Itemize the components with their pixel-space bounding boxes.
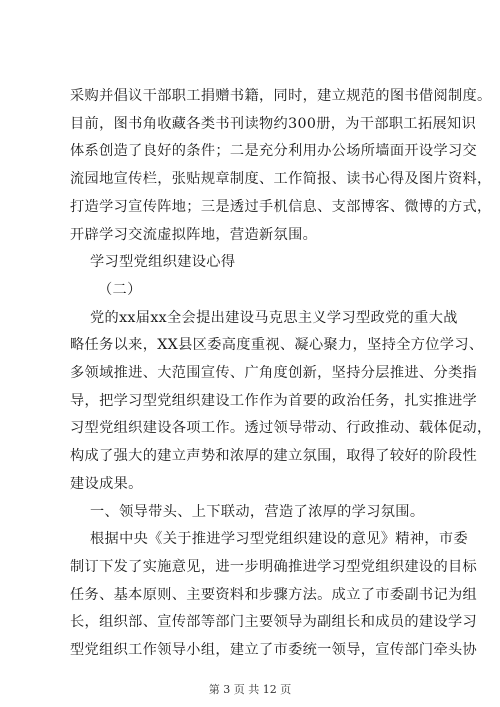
body-line: 开辟学习交流虚拟阵地，营造新氛围。 (70, 226, 318, 243)
body-line: 党的xx届xx全会提出建设马克思主义学习型政党的重大战 (90, 309, 458, 326)
body-line: 流园地宣传栏，张贴规章制度、工作简报、读书心得及图片资料， (70, 171, 492, 188)
body-line: 建设成果。 (70, 475, 143, 492)
body-line: 根据中央《关于推进学习型党组织建设的意见》精神，市委 (90, 531, 468, 548)
body-line: 导，把学习型党组织建设工作作为首要的政治任务，扎实推进学 (70, 392, 478, 409)
body-line: 构成了强大的建立声势和浓厚的建立氛围，取得了较好的阶段性 (70, 448, 478, 465)
body-line: 型党组织工作领导小组，建立了市委统一领导，宣传部门牵头协 (70, 642, 478, 658)
body-line: 打造学习宣传阵地；三是透过手机信息、支部博客、微博的方式， (70, 198, 492, 215)
subsection-heading: 一、领导带头、上下联动，营造了浓厚的学习氛围。 (90, 503, 425, 520)
body-line: 任务、基本原则、主要资料和步骤方法。成立了市委副书记为组 (70, 586, 478, 603)
body-line: 略任务以来，XX县区委高度重视、凝心聚力，坚持全方位学习、 (70, 337, 484, 354)
section-heading: 学习型党组织建设心得 (90, 254, 236, 271)
body-line: 制订下发了实施意见，进一步明确推进学习型党组织建设的目标 (70, 558, 478, 575)
body-line: 多领域推进、大范围宣传、广角度创新，坚持分层推进、分类指 (70, 365, 478, 381)
body-line: 采购并倡议干部职工捐赠书籍，同时，建立规范的图书借阅制度。 (70, 88, 492, 104)
body-line: 目前，图书角收藏各类书刊读物约300册，为干部职工拓展知识 (70, 115, 477, 132)
section-number: （二） (98, 281, 142, 298)
body-line: 习型党组织建设各项工作。透过领导带动、行政推动、载体促动， (70, 420, 492, 437)
page-footer: 第 3 页 共 12 页 (208, 683, 292, 696)
body-line: 体系创造了良好的条件；二是充分利用办公场所墙面开设学习交 (70, 143, 478, 160)
body-line: 长，组织部、宣传部等部门主要领导为副组长和成员的建设学习 (70, 614, 478, 631)
